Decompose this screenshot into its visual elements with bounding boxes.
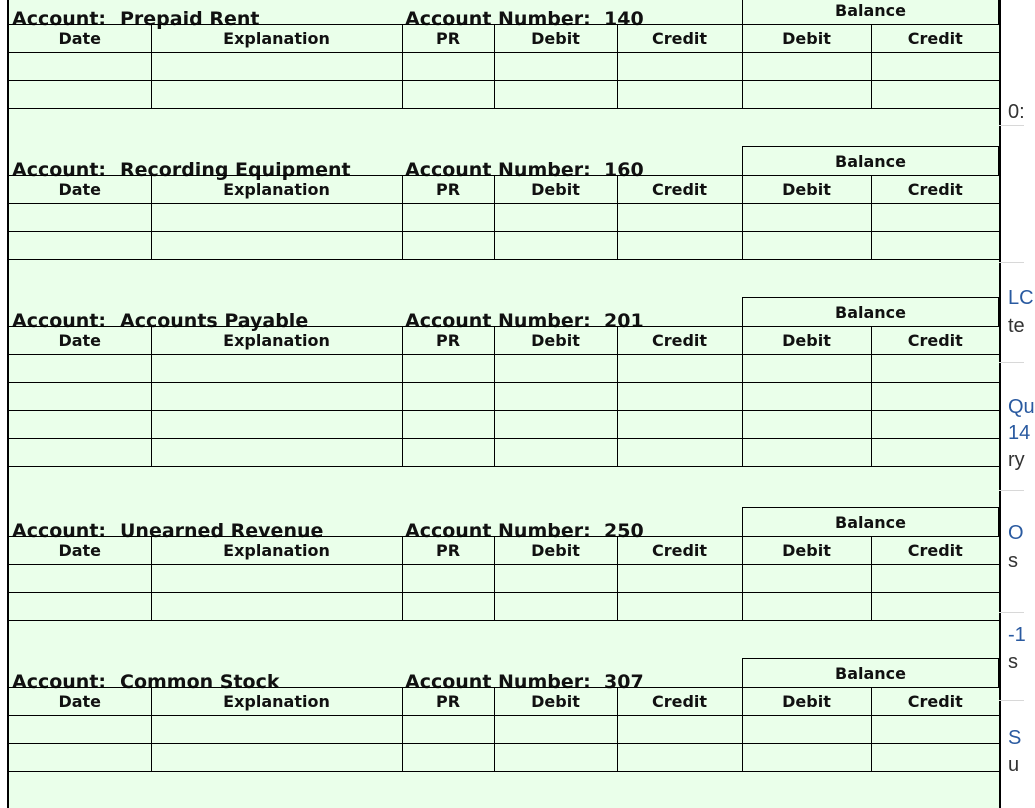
ledger-table: [9, 687, 999, 772]
balance-header: [742, 0, 999, 24]
ledger-sheet: [7, 0, 1001, 808]
cell[interactable]: [402, 81, 494, 109]
col-credit: Credit: [617, 25, 742, 53]
col-explanation: Explanation: [151, 176, 402, 204]
header-row: [9, 537, 999, 565]
side-divider: [999, 490, 1024, 491]
account-number-label: Account Number:: [405, 671, 591, 693]
table-row[interactable]: [9, 716, 999, 744]
account-name: Recording Equipment: [120, 159, 351, 181]
cell[interactable]: [151, 716, 402, 744]
side-fragment: u: [1008, 754, 1020, 776]
cell[interactable]: [617, 81, 742, 109]
cell[interactable]: [742, 53, 871, 81]
cell[interactable]: [494, 81, 617, 109]
cell[interactable]: [9, 204, 151, 232]
cell[interactable]: [151, 565, 402, 593]
table-row[interactable]: [9, 411, 999, 439]
col-explanation: Explanation: [151, 25, 402, 53]
balance-label: Balance: [835, 1, 906, 20]
col-date: Date: [9, 537, 151, 565]
col-debit: Debit: [494, 25, 617, 53]
cell[interactable]: [617, 593, 742, 621]
ledger-table: [9, 175, 999, 260]
col-balance-debit: Debit: [742, 537, 871, 565]
balance-header: [742, 658, 999, 687]
cell[interactable]: [402, 204, 494, 232]
cell[interactable]: [9, 232, 151, 260]
col-date: Date: [9, 327, 151, 355]
cell[interactable]: [617, 53, 742, 81]
cell[interactable]: [742, 439, 871, 467]
cell[interactable]: [402, 355, 494, 383]
cell[interactable]: [402, 53, 494, 81]
col-pr: PR: [402, 176, 494, 204]
side-divider: [999, 362, 1024, 363]
account-label: Account:: [12, 671, 107, 693]
cell[interactable]: [9, 411, 151, 439]
col-balance-credit: Credit: [871, 537, 999, 565]
header-row: [9, 25, 999, 53]
balance-label: Balance: [835, 303, 906, 322]
side-fragment: te: [1008, 315, 1025, 337]
cell[interactable]: [151, 411, 402, 439]
cell[interactable]: [151, 81, 402, 109]
side-fragment: s: [1008, 550, 1018, 572]
cell[interactable]: [402, 232, 494, 260]
col-pr: PR: [402, 25, 494, 53]
balance-label: Balance: [835, 664, 906, 683]
side-fragment: LC: [1008, 287, 1034, 309]
cell[interactable]: [742, 204, 871, 232]
cell[interactable]: [151, 383, 402, 411]
cell[interactable]: [494, 411, 617, 439]
col-credit: Credit: [617, 327, 742, 355]
table-row[interactable]: [9, 204, 999, 232]
account-label: Account:: [12, 520, 107, 542]
cell[interactable]: [871, 53, 999, 81]
cell[interactable]: [871, 411, 999, 439]
account-name: Prepaid Rent: [120, 8, 260, 30]
account-number: 307: [604, 671, 644, 693]
cell[interactable]: [871, 439, 999, 467]
cell[interactable]: [402, 716, 494, 744]
col-credit: Credit: [617, 688, 742, 716]
col-debit: Debit: [494, 327, 617, 355]
cell[interactable]: [871, 744, 999, 772]
side-fragment: ry: [1008, 449, 1025, 471]
header-row: [9, 688, 999, 716]
table-row[interactable]: [9, 81, 999, 109]
account-number: 201: [604, 310, 644, 332]
cell[interactable]: [742, 744, 871, 772]
cell[interactable]: [871, 232, 999, 260]
col-debit: Debit: [494, 688, 617, 716]
side-fragment: 0:: [1008, 101, 1025, 123]
table-row[interactable]: [9, 744, 999, 772]
cell[interactable]: [494, 744, 617, 772]
col-balance-debit: Debit: [742, 25, 871, 53]
cell[interactable]: [151, 593, 402, 621]
balance-header: [742, 507, 999, 536]
col-pr: PR: [402, 688, 494, 716]
col-explanation: Explanation: [151, 537, 402, 565]
cell[interactable]: [617, 439, 742, 467]
col-balance-credit: Credit: [871, 25, 999, 53]
cell[interactable]: [742, 593, 871, 621]
cell[interactable]: [871, 355, 999, 383]
col-balance-debit: Debit: [742, 176, 871, 204]
cell[interactable]: [402, 411, 494, 439]
cell[interactable]: [402, 439, 494, 467]
cell[interactable]: [871, 565, 999, 593]
cell[interactable]: [402, 744, 494, 772]
side-fragment: 14: [1008, 422, 1031, 444]
header-row: [9, 176, 999, 204]
cell[interactable]: [494, 53, 617, 81]
ledger-table: [9, 326, 999, 467]
cell[interactable]: [494, 383, 617, 411]
account-label: Account:: [12, 310, 107, 332]
col-date: Date: [9, 25, 151, 53]
col-date: Date: [9, 688, 151, 716]
ledger-table: [9, 24, 999, 109]
balance-label: Balance: [835, 152, 906, 171]
cell[interactable]: [494, 439, 617, 467]
cell[interactable]: [494, 355, 617, 383]
col-credit: Credit: [617, 537, 742, 565]
cell[interactable]: [9, 593, 151, 621]
balance-label: Balance: [835, 513, 906, 532]
side-fragment: S: [1008, 727, 1022, 749]
table-row[interactable]: [9, 565, 999, 593]
account-number-label: Account Number:: [405, 310, 591, 332]
cell[interactable]: [617, 565, 742, 593]
cell[interactable]: [617, 411, 742, 439]
account-number: 140: [604, 8, 644, 30]
cell[interactable]: [742, 716, 871, 744]
col-balance-credit: Credit: [871, 176, 999, 204]
cell[interactable]: [742, 232, 871, 260]
account-number: 160: [604, 159, 644, 181]
balance-header: [742, 297, 999, 326]
col-balance-credit: Credit: [871, 327, 999, 355]
col-explanation: Explanation: [151, 327, 402, 355]
balance-header: [742, 146, 999, 175]
side-divider: [999, 262, 1024, 263]
col-debit: Debit: [494, 176, 617, 204]
col-balance-credit: Credit: [871, 688, 999, 716]
cell[interactable]: [151, 439, 402, 467]
cell[interactable]: [742, 565, 871, 593]
account-number: 250: [604, 520, 644, 542]
col-pr: PR: [402, 537, 494, 565]
cell[interactable]: [742, 355, 871, 383]
cell[interactable]: [871, 593, 999, 621]
cell[interactable]: [494, 593, 617, 621]
col-explanation: Explanation: [151, 688, 402, 716]
cell[interactable]: [151, 744, 402, 772]
cell[interactable]: [871, 81, 999, 109]
header-row: [9, 327, 999, 355]
cell[interactable]: [151, 355, 402, 383]
side-fragment: -1: [1008, 624, 1026, 646]
cell[interactable]: [494, 565, 617, 593]
side-divider: [999, 125, 1024, 126]
cell[interactable]: [9, 383, 151, 411]
cell[interactable]: [9, 744, 151, 772]
cell[interactable]: [9, 53, 151, 81]
cell[interactable]: [617, 383, 742, 411]
cell[interactable]: [742, 383, 871, 411]
col-balance-debit: Debit: [742, 688, 871, 716]
cell[interactable]: [617, 355, 742, 383]
cell[interactable]: [617, 716, 742, 744]
cell[interactable]: [9, 439, 151, 467]
cell[interactable]: [742, 411, 871, 439]
cell[interactable]: [151, 53, 402, 81]
cell[interactable]: [9, 565, 151, 593]
account-number-label: Account Number:: [405, 8, 591, 30]
cell[interactable]: [494, 716, 617, 744]
cell[interactable]: [402, 383, 494, 411]
table-row[interactable]: [9, 593, 999, 621]
col-credit: Credit: [617, 176, 742, 204]
cell[interactable]: [871, 383, 999, 411]
ledger-table: [9, 536, 999, 621]
account-number-label: Account Number:: [405, 520, 591, 542]
side-fragment: Qu: [1008, 396, 1035, 418]
table-row[interactable]: [9, 232, 999, 260]
cell[interactable]: [617, 204, 742, 232]
col-date: Date: [9, 176, 151, 204]
account-label: Account:: [12, 8, 107, 30]
side-fragment: s: [1008, 651, 1018, 673]
table-row[interactable]: [9, 439, 999, 467]
cell[interactable]: [402, 593, 494, 621]
cell[interactable]: [151, 232, 402, 260]
cell[interactable]: [871, 716, 999, 744]
col-pr: PR: [402, 327, 494, 355]
side-fragment: O: [1008, 522, 1024, 544]
table-row[interactable]: [9, 53, 999, 81]
account-label: Account:: [12, 159, 107, 181]
account-name: Unearned Revenue: [120, 520, 324, 542]
cell[interactable]: [402, 565, 494, 593]
cell[interactable]: [494, 204, 617, 232]
cell[interactable]: [9, 716, 151, 744]
cell[interactable]: [9, 81, 151, 109]
cell[interactable]: [617, 744, 742, 772]
account-name: Accounts Payable: [120, 310, 309, 332]
cell[interactable]: [617, 232, 742, 260]
col-debit: Debit: [494, 537, 617, 565]
side-divider: [999, 700, 1024, 701]
cell[interactable]: [9, 355, 151, 383]
side-divider: [999, 612, 1024, 613]
account-name: Common Stock: [120, 671, 280, 693]
cell[interactable]: [871, 204, 999, 232]
account-number-label: Account Number:: [405, 159, 591, 181]
cell[interactable]: [742, 81, 871, 109]
table-row[interactable]: [9, 355, 999, 383]
cell[interactable]: [494, 232, 617, 260]
col-balance-debit: Debit: [742, 327, 871, 355]
table-row[interactable]: [9, 383, 999, 411]
cell[interactable]: [151, 204, 402, 232]
